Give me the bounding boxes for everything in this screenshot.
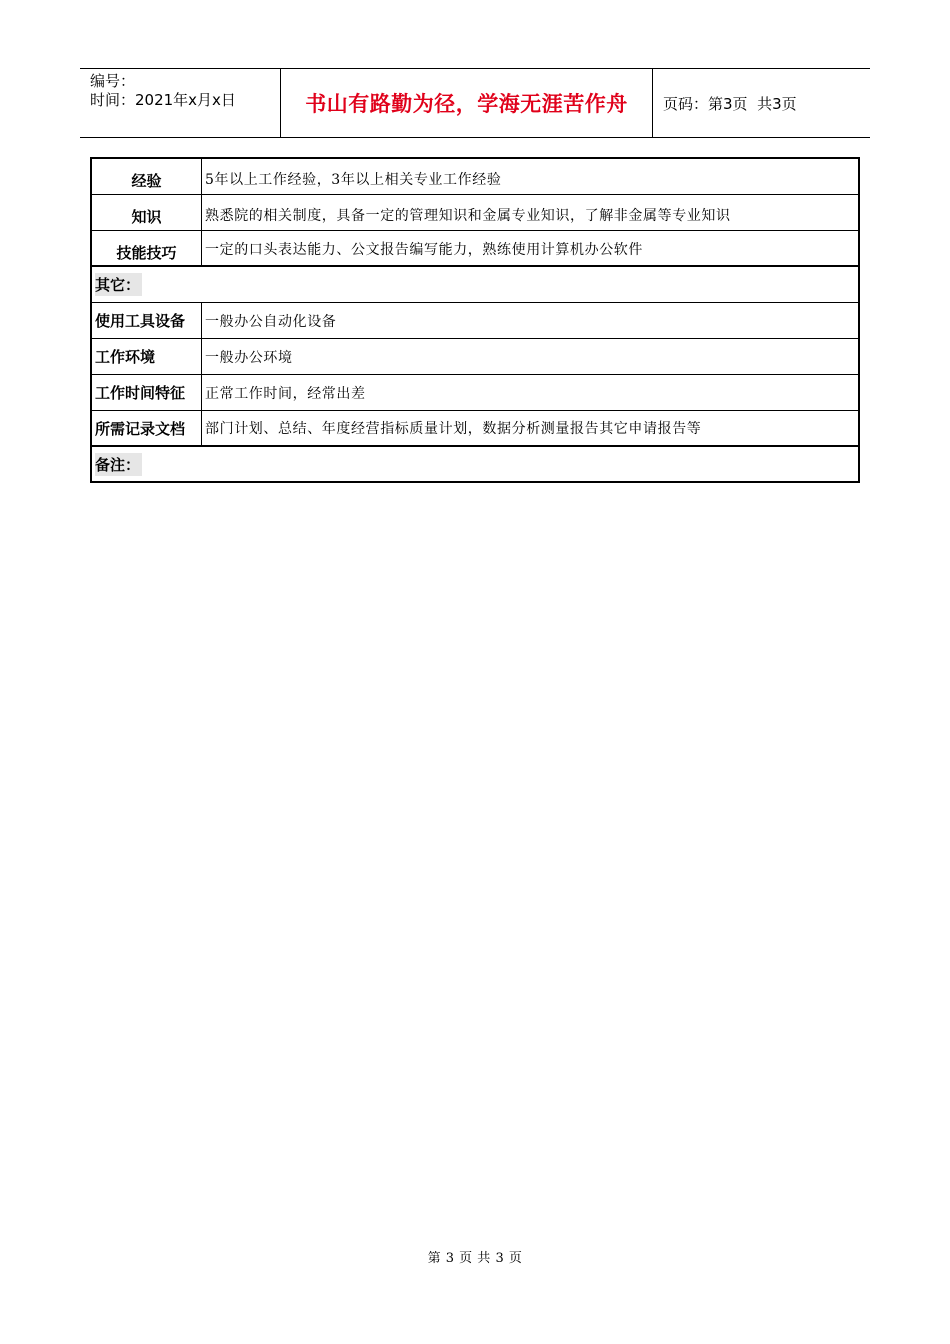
row-label: 知识 xyxy=(92,195,202,230)
table-row-work-hours xyxy=(92,375,858,411)
table-row-knowledge xyxy=(92,195,858,231)
table-row-environment xyxy=(92,339,858,375)
row-value: 熟悉院的相关制度，具备一定的管理知识和金属专业知识，了解非金属等专业知识 xyxy=(205,208,731,224)
row-value: 一定的口头表达能力、公文报告编写能力，熟练使用计算机办公软件 xyxy=(205,242,643,258)
job-description-table xyxy=(90,157,860,483)
table-row-remarks-section xyxy=(92,447,858,481)
page-info-text: 页码：第3页 共3页 xyxy=(663,94,797,113)
section-heading-text: 其它： xyxy=(95,273,142,296)
section-heading-text: 备注： xyxy=(95,453,142,476)
page-footer: 第 3 页 共 3 页 xyxy=(427,1251,523,1266)
row-value: 正常工作时间，经常出差 xyxy=(205,385,366,402)
serial-number-label: 编号： xyxy=(90,72,136,90)
row-label: 使用工具设备 xyxy=(92,303,202,338)
table-row-tools xyxy=(92,303,858,339)
table-row-experience xyxy=(92,159,858,195)
row-label: 技能技巧 xyxy=(92,231,202,265)
row-value: 部门计划、总结、年度经营指标质量计划，数据分析测量报告其它申请报告等 xyxy=(205,421,702,437)
section-heading xyxy=(92,447,142,481)
table-row-skills xyxy=(92,231,858,267)
row-label: 工作时间特征 xyxy=(92,375,202,410)
row-value: 5年以上工作经验，3年以上相关专业工作经验 xyxy=(205,172,502,188)
row-value: 一般办公环境 xyxy=(205,349,293,366)
header-meta xyxy=(80,69,281,137)
row-label: 所需记录文档 xyxy=(92,411,202,445)
row-label: 工作环境 xyxy=(92,339,202,374)
time-label: 时间：2021年x月x日 xyxy=(90,91,236,109)
row-value: 一般办公自动化设备 xyxy=(205,313,337,330)
table-row-documents xyxy=(92,411,858,447)
page-header xyxy=(80,68,870,138)
row-label: 经验 xyxy=(92,159,202,194)
table-row-other-section xyxy=(92,267,858,303)
page-info xyxy=(653,69,870,137)
motto: 书山有路勤为径，学海无涯苦作舟 xyxy=(281,69,653,137)
section-heading xyxy=(92,267,142,302)
